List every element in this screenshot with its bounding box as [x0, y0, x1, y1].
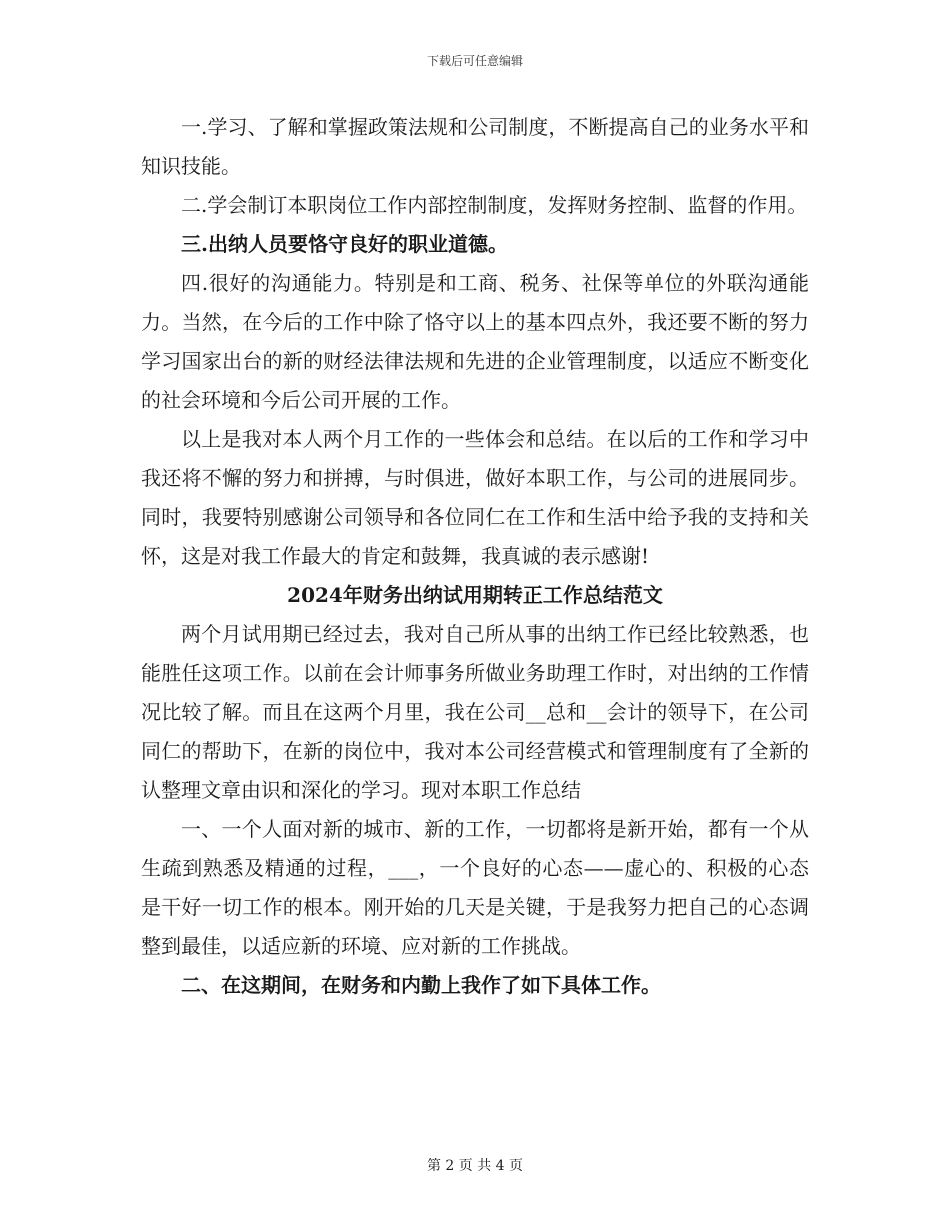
section-title: 2024年财务出纳试用期转正工作总结范文	[287, 583, 663, 607]
paragraph-probation-intro: 两个月试用期已经过去，我对自己所从事的出纳工作已经比较熟悉，也能胜任这项工作。以前在会计师事务所做业务助理工作时，对出纳的工作情况比较了解。而且在这两个月里，我在公司__总和__会计的领导下，在公司同仁的帮助下，在新的岗位中，我对本公司经营模式和管理制度有了全新的认整理文章由识和深化的学习。现对本职工作总结	[141, 622, 809, 802]
page-header: 下载后可任意编辑	[426, 54, 523, 68]
document-body	[141, 108, 809, 1005]
paragraph-policy-study: 一.学习、了解和掌握政策法规和公司制度，不断提高自己的业务水平和知识技能。	[141, 115, 809, 178]
paragraph-mindset: 一、一个人面对新的城市、新的工作，一切都将是新开始，都有一个从生疏到熟悉及精通的过程，___，一个良好的心态——虚心的、积极的心态是干好一切工作的根本。刚开始的几天是关键，于是我努力把自己的心态调整到最佳，以适应新的环境、应对新的工作挑战。	[141, 817, 809, 958]
paragraph-specific-work: 二、在这期间，在财务和内勤上我作了如下具体工作。	[181, 973, 661, 997]
paragraph-internal-control: 二.学会制订本职岗位工作内部控制制度，发挥财务控制、监督的作用。	[181, 193, 808, 217]
page-footer: 第 2 页 共 4 页	[426, 1158, 524, 1174]
paragraph-communication: 四.很好的沟通能力。特别是和工商、税务、社保等单位的外联沟通能力。当然，在今后的工作中除了恪守以上的基本四点外，我还要不断的努力学习国家出台的新的财经法律法规和先进的企业管理制度，以适应不断变化的社会环境和今后公司开展的工作。	[141, 271, 809, 412]
paragraph-professional-ethics: 三.出纳人员要恪守良好的职业道德。	[181, 232, 508, 256]
paragraph-conclusion: 以上是我对本人两个月工作的一些体会和总结。在以后的工作和学习中我还将不懈的努力和拼搏，与时俱进，做好本职工作，与公司的进展同步。同时，我要特别感谢公司领导和各位同仁在工作和生活中给予我的支持和关怀，这是对我工作最大的肯定和鼓舞，我真诚的表示感谢!	[141, 427, 809, 568]
